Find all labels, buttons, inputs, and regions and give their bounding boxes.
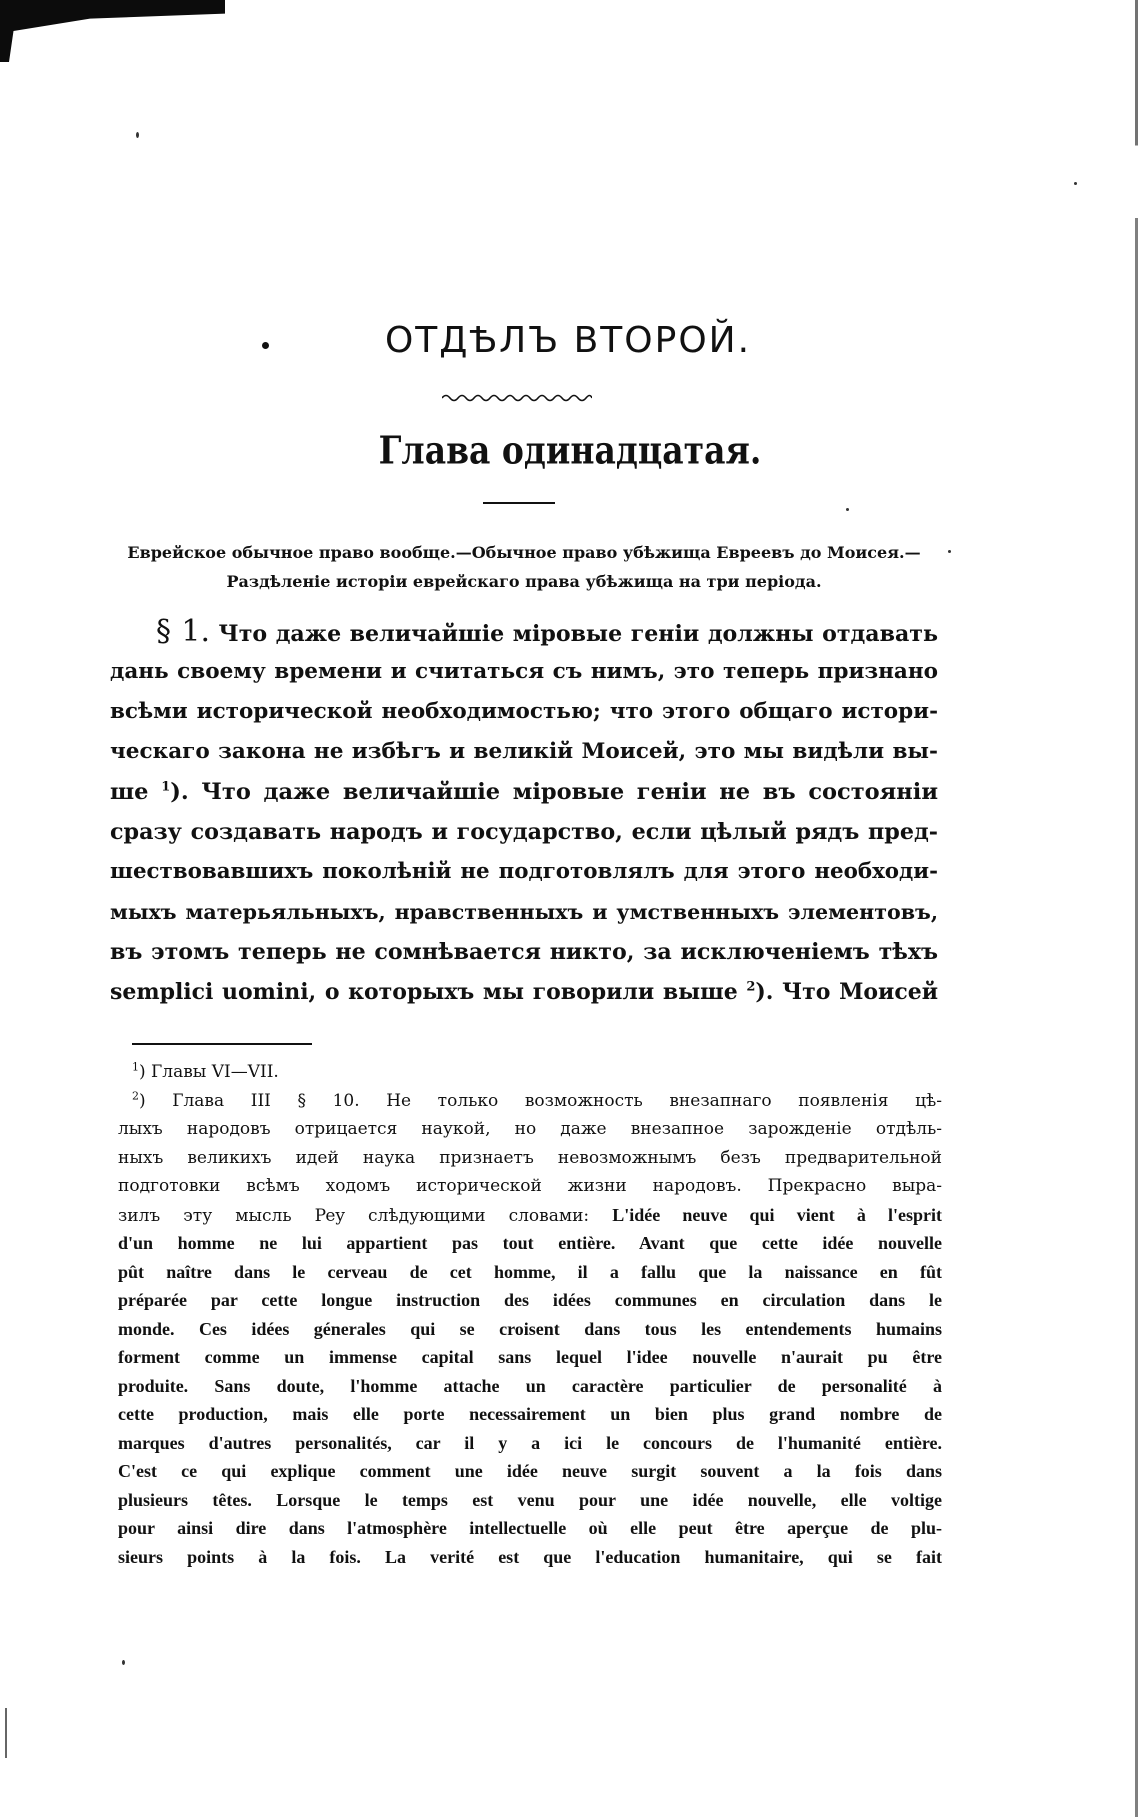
footnote-ref: 2 (746, 979, 756, 995)
text-fragment: Что даже величайшіе міровые геніи должны отдавать (218, 621, 938, 647)
footnote-line: forment comme un immense capital sans lequel l'idee nouvelle n'aurait pu être (118, 1347, 942, 1367)
footnote-line: лыхъ народовъ отрицается наукой, но даже внезапное зарожденіе отдѣль- (118, 1119, 942, 1139)
footnote-line (118, 1087, 942, 1116)
footnote-line: подготовки всѣмъ ходомъ исторической жизни народовъ. Прекрасно выра- (118, 1176, 942, 1196)
scan-artifact-corner (0, 0, 225, 62)
scan-speck (122, 1660, 125, 1665)
footnote-line (118, 1201, 942, 1230)
summary-line: Еврейское обычное право вообще.—Обычное право убѣжища Евреевъ до Моисея.— (127, 543, 921, 562)
footnote-line (118, 1058, 942, 1087)
footnote-text: ) Глава III § 10. Не только возможность внезапнаго появленія цѣ- (139, 1090, 942, 1111)
text-line: всѣми исторической необходимостью; что этого общаго истори- (110, 699, 938, 724)
text-line: ческаго закона не избѣгъ и великій Моисей, это мы видѣли вы- (110, 739, 938, 764)
title-rule (483, 502, 555, 504)
scan-speck (846, 508, 849, 511)
bullet-dot (262, 342, 269, 349)
main-text (110, 612, 938, 1012)
scan-edge-mark (5, 1708, 7, 1758)
footnote-rule (132, 1043, 312, 1045)
text-line: шествовавшихъ поколѣній не подготовлялъ для этого необходи- (110, 859, 938, 884)
footnote-ref: 1 (161, 779, 171, 795)
scan-speck (1074, 182, 1077, 185)
text-line: въ этомъ теперь не сомнѣвается никто, за исключеніемъ тѣхъ (110, 939, 938, 965)
text-line: дань своему времени и считаться съ нимъ, это теперь признано (110, 659, 938, 684)
footnote-line: marques d'autres personalités, car il y a ici le concours de l'humanité entière. (118, 1432, 942, 1453)
part-title-text: ОТДѢЛЪ ВТОРОЙ. (384, 320, 752, 361)
text-line (110, 972, 938, 1012)
scan-speck (948, 550, 951, 553)
footnote-line: produite. Sans doute, l'homme attache un caractère particulier de personalité à (118, 1375, 942, 1396)
text-line (110, 772, 938, 812)
text-line (110, 612, 938, 652)
footnote-quote: L'idée neuve qui vient à l'esprit (612, 1204, 942, 1225)
footnote-line: ныхъ великихъ идей наука признаетъ невозможнымъ безъ предварительной (118, 1147, 942, 1168)
section-mark: § 1. (156, 614, 210, 649)
text-fragment: ше (110, 779, 149, 805)
footnote-line: pour ainsi dire dans l'atmosphère intellectuelle où elle peut être aperçue de plu- (118, 1518, 942, 1538)
wavy-ornament (442, 392, 592, 404)
text-line: мыхъ матерьяльныхъ, нравственныхъ и умственныхъ элементовъ, (110, 900, 938, 924)
footnote-text: ) Главы VI—VII. (139, 1062, 279, 1082)
text-fragment: semplici uomini, о которыхъ мы говорили выше (110, 979, 738, 1005)
footnote-text: зилъ эту мысль Pey слѣдующими словами: (118, 1205, 590, 1226)
chapter-summary (104, 538, 944, 596)
footnote-line: plusieurs têtes. Lorsque le temps est venu pour une idée nouvelle, elle voltige (118, 1489, 942, 1510)
text-fragment: ). Что даже величайшіе міровые геніи не въ состояніи (170, 779, 939, 805)
footnote-line: pût naître dans le cerveau de cet homme, il a fallu que la naissance en fût (118, 1261, 942, 1282)
part-title (258, 320, 878, 361)
text-fragment: ). Что Моисей (755, 979, 938, 1005)
footnote-line: cette production, mais elle porte necessairement un bien plus grand nombre de (118, 1404, 942, 1424)
footnote-line: préparée par cette longue instruction des idées communes en circulation dans le (118, 1290, 942, 1310)
footnote-line: sieurs points à la fois. La verité est que l'education humanitaire, qui se fait (118, 1546, 942, 1567)
scan-edge-line (1135, 0, 1138, 1817)
footnote-line: d'un homme ne lui appartient pas tout entière. Avant que cette idée nouvelle (118, 1233, 942, 1253)
summary-line: Раздѣленіе исторіи еврейскаго права убѣжища на три періода. (226, 572, 822, 591)
footnote-mark: 1 (132, 1060, 139, 1074)
footnote-line: C'est ce qui explique comment une idée neuve surgit souvent a la fois dans (118, 1461, 942, 1481)
scan-speck (136, 132, 139, 138)
footnote-mark: 2 (132, 1088, 139, 1102)
chapter-title: Глава одинадцатая. (378, 428, 762, 473)
footnote-line: monde. Ces idées génerales qui se croisent dans tous les entendements humains (118, 1318, 942, 1339)
text-line: сразу создавать народъ и государство, если цѣлый рядъ пред- (110, 819, 938, 845)
footnotes (118, 1058, 942, 1571)
